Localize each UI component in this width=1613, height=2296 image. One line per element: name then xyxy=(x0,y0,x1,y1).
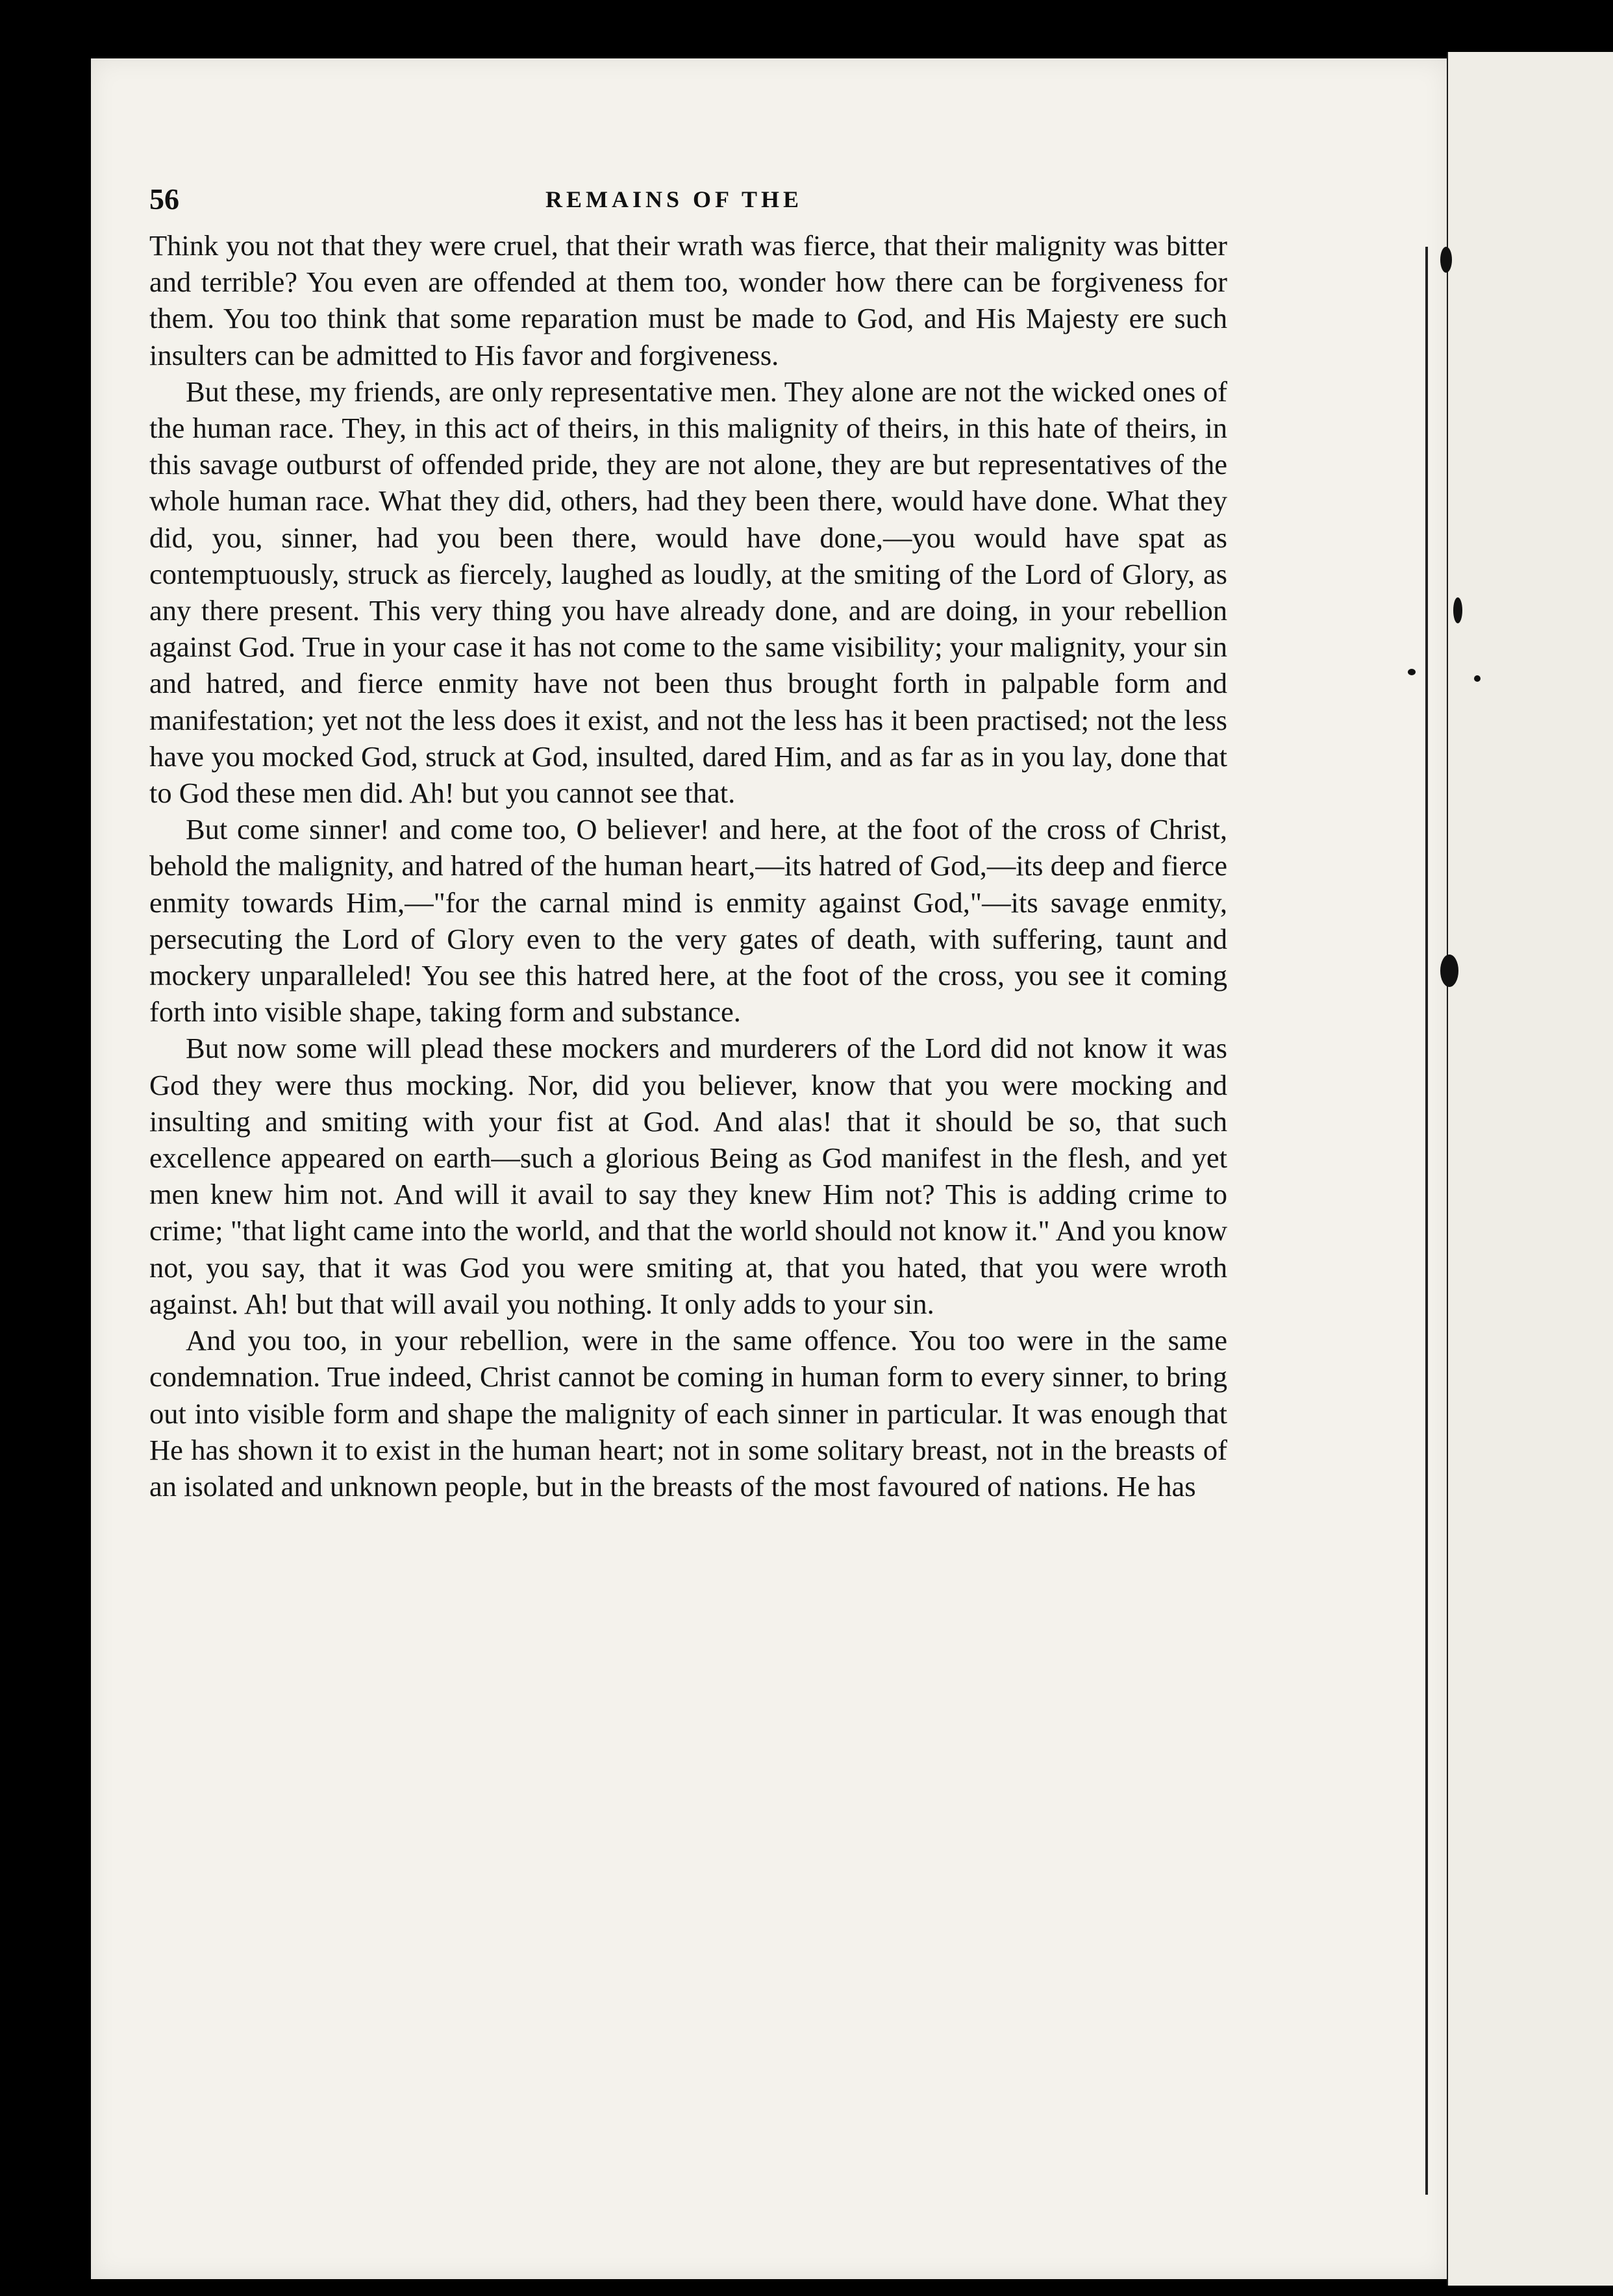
running-head: REMAINS OF THE xyxy=(545,186,803,212)
page-edge-line xyxy=(1425,247,1428,2195)
page-header xyxy=(149,182,1227,221)
scan-speck xyxy=(1408,669,1416,675)
scan-speck xyxy=(1440,955,1458,987)
page-body xyxy=(149,227,1227,1504)
paragraph: But come sinner! and come too, O believer! and here, at the foot of the cross of Christ, behold the malignity, and hatred of the human heart,—its hatred of God,—its deep and fierce enmity towards Him,—"for the carnal mind is enmity against God,"—its savage enmity, persecuting the Lord of Glory even to the very gates of death, with suffering, taunt and mockery unparalleled! You see this hatred here, at the foot of the cross, you see it coming forth into visible shape, taking form and substance. xyxy=(149,813,1227,1029)
scan-speck xyxy=(1474,675,1481,682)
paragraph: But now some will plead these mockers and murderers of the Lord did not know it was God they were thus mocking. Nor, did you believer, know that you were mocking and insulting and smiting with your fist at God. And alas! that it should be so, that such excellence appeared on earth—such a glorious Being as God manifest in the flesh, and yet men knew him not. And will it avail to say they knew Him not? This is adding crime to crime; "that light came into the world, and that the world should not know it." And you know not, you say, that it was God you were smiting at, that you hated, that you were wroth against. Ah! but that will avail you nothing. It only adds to your sin. xyxy=(149,1032,1227,1320)
book-page-right-edge xyxy=(1448,52,1613,2286)
paragraph: Think you not that they were cruel, that their wrath was fierce, that their malignity was bitter and terrible? You even are offended at them too, wonder how there can be forgiveness for them. You too think that some reparation must be made to God, and His Majesty ere such insulters can be admitted to His favor and forgiveness. xyxy=(149,229,1227,371)
scan-speck xyxy=(1440,247,1452,273)
paragraph: But these, my friends, are only representative men. They alone are not the wicked ones of the human race. They, in this act of theirs, in this malignity of theirs, in this hate of theirs, in this savage outburst of offended pride, they are not alone, they are but representatives of the whole human race. What they did, others, had they been there, would have done. What they did, you, sinner, had you been there, would have done,—you would have spat as contemptuously, struck as fiercely, laughed as loudly, at the smiting of the Lord of Glory, as any there present. This very thing you have already done, and are doing, in your rebellion against God. True in your case it has not come to the same visibility; your malignity, your sin and hatred, and fierce enmity have not been thus brought forth in palpable form and manifestation; yet not the less does it exist, and not the less has it been practised; not the less have you mocked God, struck at God, insulted, dared Him, and as far as in you lay, done that to God these men did. Ah! but you cannot see that. xyxy=(149,375,1227,810)
page-number: 56 xyxy=(149,182,179,216)
paragraph: And you too, in your rebellion, were in the same offence. You too were in the same condemnation. True indeed, Christ cannot be coming in human form to every sinner, to bring out into visible form and shape the malignity of each sinner in particular. It was enough that He has shown it to exist in the human heart; not in some solitary breast, not in the breasts of an isolated and unknown people, but in the breasts of the most favoured of nations. He has xyxy=(149,1324,1227,1503)
scan-speck xyxy=(1453,597,1462,623)
